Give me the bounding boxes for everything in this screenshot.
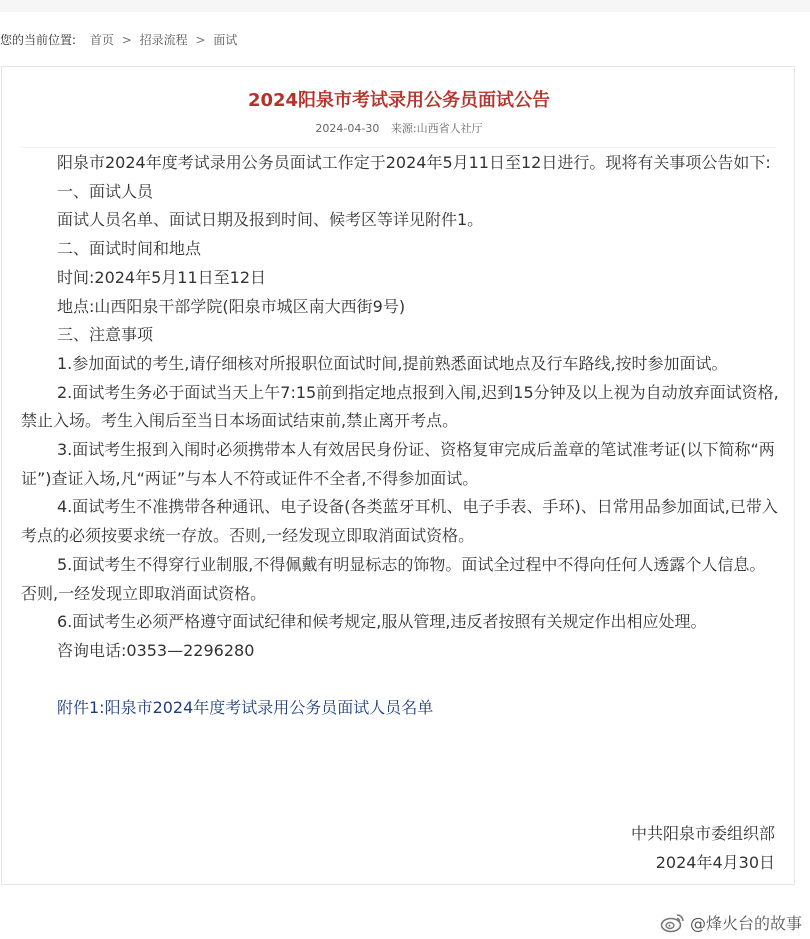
section-heading: 二、面试时间和地点 bbox=[57, 239, 202, 259]
section-heading: 一、面试人员 bbox=[57, 181, 154, 201]
breadcrumb-separator: > bbox=[121, 33, 132, 47]
paragraph: 3.面试考生报到入闱时必须携带本人有效居民身份证、资格复审完成后盖章的笔试准考证(以下简称“两证”)查证入场,凡“两证”与本人不符或证件不全者,不得参加面试。 bbox=[21, 440, 775, 488]
watermark-text: @烽火台的故事 bbox=[689, 913, 802, 933]
paragraph: 4.面试考生不准携带各种通讯、电子设备(各类蓝牙耳机、电子手表、手环)、日常用品参加面试,已带入考点的必须按要求统一存放。否则,一经发现立即取消面试资格。 bbox=[21, 497, 778, 546]
breadcrumb-recruit-process-link[interactable]: 招录流程 bbox=[139, 33, 188, 47]
article-card bbox=[1, 66, 795, 885]
breadcrumb-label: 您的当前位置: bbox=[0, 33, 77, 47]
article-source: 来源:山西省人社厅 bbox=[390, 122, 483, 135]
section-heading: 三、注意事项 bbox=[57, 325, 154, 345]
paragraph: 1.参加面试的考生,请仔细核对所报职位面试时间,提前熟悉面试地点及行车路线,按时参加面试。 bbox=[57, 353, 728, 373]
top-bar bbox=[0, 0, 810, 12]
paragraph: 面试人员名单、面试日期及报到时间、候考区等详见附件1。 bbox=[57, 210, 484, 230]
attachment-link[interactable]: 附件1:阳泉市2024年度考试录用公务员面试人员名单 bbox=[57, 698, 434, 718]
paragraph: 地点:山西阳泉干部学院(阳泉市城区南大西街9号) bbox=[57, 296, 406, 316]
breadcrumb-separator: > bbox=[195, 33, 206, 47]
article-date: 2024-04-30 bbox=[315, 122, 380, 135]
signature-org: 中共阳泉市委组织部 bbox=[630, 824, 775, 843]
watermark bbox=[660, 909, 802, 935]
signature-date: 2024年4月30日 bbox=[655, 853, 775, 872]
signature bbox=[631, 819, 775, 877]
weibo-icon bbox=[660, 911, 686, 933]
contact-phone: 咨询电话:0353—2296280 bbox=[57, 640, 255, 660]
divider bbox=[20, 147, 776, 148]
article-title: 2024阳泉市考试录用公务员面试公告 bbox=[247, 90, 551, 111]
paragraph: 5.面试考生不得穿行业制服,不得佩戴有明显标志的饰物。面试全过程中不得向任何人透露个人信息。否则,一经发现立即取消面试资格。 bbox=[21, 554, 766, 603]
paragraph: 2.面试考生务必于面试当天上午7:15前到指定地点报到入闱,迟到15分钟及以上视为自动放弃面试资格,禁止入场。考生入闱后至当日本场面试结束前,禁止离开考点。 bbox=[21, 382, 779, 431]
article-meta bbox=[2, 121, 796, 137]
breadcrumb-interview-link[interactable]: 面试 bbox=[213, 33, 238, 47]
paragraph-intro: 阳泉市2024年度考试录用公务员面试工作定于2024年5月11日至12日进行。现将有关事项公告如下: bbox=[57, 153, 771, 172]
paragraph: 时间:2024年5月11日至12日 bbox=[57, 267, 267, 287]
article-body bbox=[21, 149, 781, 723]
breadcrumb bbox=[0, 30, 237, 50]
breadcrumb-home-link[interactable]: 首页 bbox=[89, 33, 114, 47]
attachment-paragraph bbox=[21, 694, 781, 723]
paragraph: 6.面试考生必须严格遵守面试纪律和候考规定,服从管理,违反者按照有关规定作出相应处理。 bbox=[57, 612, 707, 632]
